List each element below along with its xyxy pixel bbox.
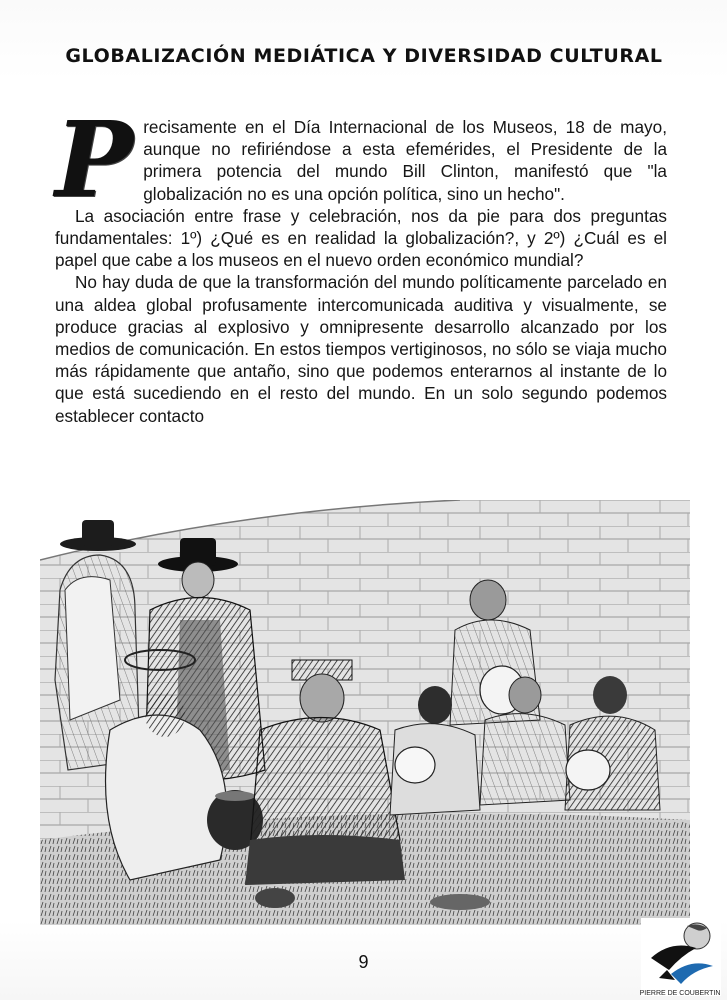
- paragraph-3: No hay duda de que la transformación del mundo políticamente parcelado en una aldea global profusamente intercomunicada auditiva y visualmente, se produce gracias al explosivo y omnipresente desarrollo alcanzado por los medios de comunicación. En estos tiempos vertiginosos, no sólo se viaja mucho más rápidamente que antaño, sino que podemos enterarnos al instante de lo que está sucediendo en el resto del mundo. En un solo segundo podemos establecer contacto: [55, 272, 667, 426]
- paragraph-1-text: recisamente en el Día Internacional de los Museos, 18 de mayo, aunque no refiriéndose a esta efemérides, el Presidente de la primera potencia del mundo Bill Clinton, manifestó que "la globalización no es una opción política, sino un hecho".: [143, 117, 667, 204]
- page-heading: GLOBALIZACIÓN MEDIÁTICA Y DIVERSIDAD CULTURAL: [65, 45, 663, 67]
- paragraph-1: [55, 98, 667, 221]
- body-text: [55, 98, 667, 427]
- pierre-de-coubertin-logo: [641, 918, 721, 996]
- page-number: 9: [358, 952, 369, 972]
- logo-caption: PIERRE DE COUBERTIN: [639, 990, 721, 997]
- paragraph-2: La asociación entre frase y celebración, nos da pie para dos preguntas fundamentales: 1º) ¿Qué es en realidad la globalización?, y 2º) ¿Cuál es el papel que cabe a los museos en el nuevo orden económico mundial?: [55, 205, 667, 271]
- drop-cap: P: [55, 98, 134, 221]
- engraving-illustration: [40, 500, 690, 925]
